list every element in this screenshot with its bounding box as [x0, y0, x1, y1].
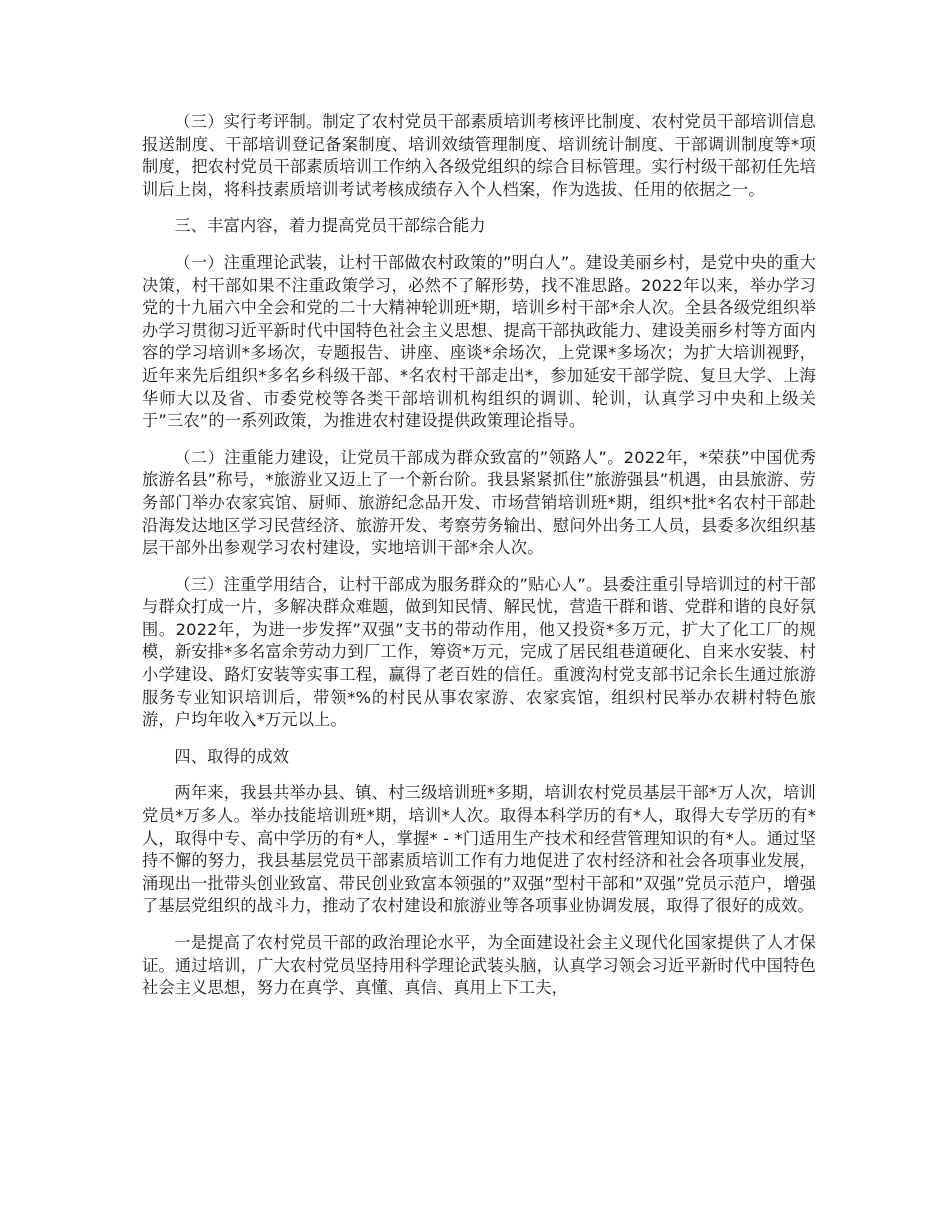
- section-heading-achievements: 四、取得的成效: [174, 746, 290, 766]
- section-heading-enrich-content: 三、丰富内容，着力提高党员干部综合能力: [174, 216, 486, 236]
- paragraph-theory-armament: （一）注重理论武装，让村干部做农村政策的”明白人”。建设美丽乡村，是党中央的重大决策，村干部如果不注重政策学习，必然不了解形势，找不准思路。2022年以来，举办学习党的十九届六中全会和党的二十大精神轮训班*期，培训乡村干部*余人次。全县各级党组织举办学习贯彻习近平新时代中国特色社会主义思想、提高干部执政能力、建设美丽乡村等方面内容的学习培训*多场次，专题报告、讲座、座谈*余场次，上党课*多场次；为扩大培训视野，近年来先后组织*多名乡科级干部、*名农村干部走出*，参加延安干部学院、复旦大学、上海华师大以及省、市委党校等各类干部培训机构组织的调训、轮训，认真学习中央和上级关于”三农”的一系列政策，为推进农村建设提供政策理论指导。: [142, 252, 816, 431]
- document-page: [142, 111, 816, 1000]
- paragraph-political-theory-level: 一是提高了农村党员干部的政治理论水平，为全面建设社会主义现代化国家提供了人才保证。通过培训，广大农村党员坚持用科学理论武装头脑，认真学习领会习近平新时代中国特色社会主义思想，努力在真学、真懂、真信、真用上下工夫，: [142, 933, 816, 998]
- paragraph-learn-and-apply: （三）注重学用结合，让村干部成为服务群众的”贴心人”。县委注重引导培训过的村干部与群众打成一片，多解决群众难题，做到知民情、解民忧，营造干群和谐、党群和谐的良好氛围。2022年，为进一步发挥”双强”支书的带动作用，他又投资*多万元，扩大了化工厂的规模，新安排*多名富余劳动力到厂工作，筹资*万元，完成了居民组巷道硬化、自来水安装、村小学建设、路灯安装等实事工程，赢得了老百姓的信任。重渡沟村党支部书记余长生通过旅游服务专业知识培训后，带领*%的村民从事农家游、农家宾馆，组织村民举办农耕村特色旅游，户均年收入*万元以上。: [142, 574, 816, 730]
- paragraph-capacity-building: （二）注重能力建设，让党员干部成为群众致富的”领路人”。2022年，*荣获”中国优秀旅游名县”称号，*旅游业又迈上了一个新台阶。我县紧紧抓住”旅游强县”机遇，由县旅游、劳务部门举办农家宾馆、厨师、旅游纪念品开发、市场营销培训班*期，组织*批*名农村干部赴沿海发达地区学习民营经济、旅游开发、考察劳务输出、慰问外出务工人员，县委多次组织基层干部外出参观学习农村建设，实地培训干部*余人次。: [142, 447, 816, 558]
- paragraph-assessment-system: （三）实行考评制。制定了农村党员干部素质培训考核评比制度、农村党员干部培训信息报送制度、干部培训登记备案制度、培训效绩管理制度、培训统计制度、干部调训制度等*项制度，把农村党员干部素质培训工作纳入各级党组织的综合目标管理。实行村级干部初任先培训后上岗，将科技素质培训考试考核成绩存入个人档案，作为选拔、任用的依据之一。: [142, 112, 816, 199]
- paragraph-two-years-results: 两年来，我县共举办县、镇、村三级培训班*多期，培训农村党员基层干部*万人次，培训党员*万多人。举办技能培训班*期，培训*人次。取得本科学历的有*人，取得大专学历的有*人，取得中专、高中学历的有*人，掌握* - *门适用生产技术和经营管理知识的有*人。通过坚持不懈的努力，我县基层党员干部素质培训工作有力地促进了农村经济和社会各项事业发展，涌现出一批带头创业致富、带民创业致富本领强的”双强”型村干部和”双强”党员示范户，增强了基层党组织的战斗力，推动了农村建设和旅游业等各项事业协调发展，取得了很好的成效。: [142, 783, 816, 916]
